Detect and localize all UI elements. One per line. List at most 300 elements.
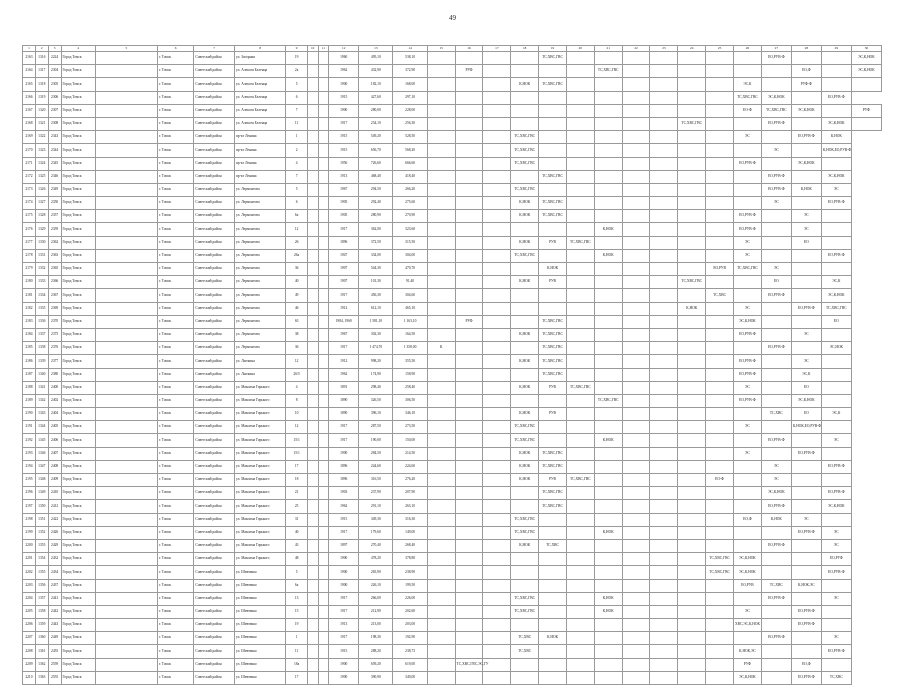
table-cell [483, 592, 511, 605]
table-cell [791, 434, 821, 447]
table-cell: 1334 [35, 289, 48, 302]
table-cell [706, 104, 734, 117]
table-cell: ул. Лермонтова [235, 236, 286, 249]
table-cell: ЕО,РУВ-Ф [761, 592, 791, 605]
table-cell [650, 447, 678, 460]
table-cell: 2409 [48, 474, 61, 487]
table-cell: Советский район [194, 302, 235, 315]
table-cell: Советский район [194, 315, 235, 328]
table-cell [427, 170, 455, 183]
table-cell: ЭС,К [821, 276, 851, 289]
column-number: 23 [650, 46, 678, 52]
table-cell: ЕО,РУВ-Ф [821, 460, 851, 473]
table-cell: ХВС,ЭС,К,НОК [734, 619, 762, 632]
table-cell [706, 579, 734, 592]
table-cell: 228,00 [393, 104, 427, 117]
table-cell: ЕО,РУВ-Ф [821, 249, 851, 262]
table-cell: 468,40 [359, 170, 393, 183]
table-cell [307, 263, 318, 276]
table-cell [539, 553, 567, 566]
table-cell: 1335 [35, 302, 48, 315]
table-cell: 202,60 [393, 605, 427, 618]
table-cell: ул. Шевченко [235, 645, 286, 658]
table-cell [566, 408, 594, 421]
table-cell: 1336 [35, 315, 48, 328]
table-cell: К,НОК [511, 474, 539, 487]
table-cell: К,НОК [511, 276, 539, 289]
table-cell: 2449 [48, 632, 61, 645]
table-row [23, 223, 882, 236]
table-cell: ЕО,РУВ-Ф [734, 223, 762, 236]
table-cell [594, 658, 622, 671]
table-cell [622, 553, 650, 566]
table-cell: 2304 [48, 65, 61, 78]
table-cell: 1900 [329, 447, 359, 460]
table-cell [483, 513, 511, 526]
table-cell: Город Томск [61, 553, 95, 566]
table-cell [706, 355, 734, 368]
table-cell [318, 183, 329, 196]
table-cell: 2167 [23, 104, 36, 117]
table-cell: 1316 [35, 52, 48, 65]
table-cell: 2185 [23, 342, 36, 355]
table-cell [455, 276, 483, 289]
table-row [23, 500, 882, 513]
table-cell [706, 592, 734, 605]
table-cell [427, 605, 455, 618]
table-cell [734, 289, 762, 302]
table-cell: ЕО,РУВ-Ф [761, 117, 791, 130]
table-cell [318, 434, 329, 447]
table-cell [650, 131, 678, 144]
table-cell [650, 408, 678, 421]
table-cell: Советский район [194, 368, 235, 381]
table-cell [483, 236, 511, 249]
table-cell [622, 566, 650, 579]
table-cell [455, 447, 483, 460]
table-cell [791, 645, 821, 658]
table-cell [427, 78, 455, 91]
table-cell [851, 117, 881, 130]
table-cell [483, 355, 511, 368]
column-number: 6 [157, 46, 193, 52]
table-cell: 2187 [23, 368, 36, 381]
table-cell: ул. Максима Горького [235, 539, 286, 552]
table-cell: г. Томск [157, 566, 193, 579]
table-cell [650, 52, 678, 65]
table-row [23, 131, 882, 144]
table-cell: 378,80 [393, 553, 427, 566]
table-cell: Советский район [194, 342, 235, 355]
table-cell: 478,20 [359, 553, 393, 566]
table-cell [706, 223, 734, 236]
table-cell: 4 [286, 381, 307, 394]
table-cell [650, 619, 678, 632]
table-cell [307, 579, 318, 592]
table-cell [483, 328, 511, 341]
table-cell [566, 91, 594, 104]
table-cell [678, 553, 706, 566]
table-cell: г. Томск [157, 632, 193, 645]
table-cell [318, 408, 329, 421]
table-cell [706, 236, 734, 249]
table-cell: Советский район [194, 197, 235, 210]
table-cell [318, 658, 329, 671]
table-cell: 1 358,00 [393, 342, 427, 355]
table-cell [307, 474, 318, 487]
table-cell: Город Томск [61, 78, 95, 91]
table-cell [566, 605, 594, 618]
table-cell: 1896 [329, 236, 359, 249]
table-cell [622, 421, 650, 434]
table-cell: 2380 [48, 368, 61, 381]
table-cell: 179,60 [359, 526, 393, 539]
table-cell: ТС,ХВС,ГВС [539, 170, 567, 183]
table-cell [307, 671, 318, 684]
table-cell: ул. Шевченко [235, 592, 286, 605]
table-cell [95, 658, 157, 671]
table-cell [427, 632, 455, 645]
table-cell [539, 104, 567, 117]
table-cell: Город Томск [61, 52, 95, 65]
column-number: 16 [455, 46, 483, 52]
table-cell: 1319 [35, 91, 48, 104]
table-cell [307, 131, 318, 144]
table-cell: 2349 [48, 183, 61, 196]
table-cell: Советский район [194, 605, 235, 618]
table-cell: ТС,ХВС,ГВС [706, 553, 734, 566]
table-cell: Советский район [194, 263, 235, 276]
column-number: 19 [539, 46, 567, 52]
table-cell [594, 52, 622, 65]
table-row [23, 619, 882, 632]
table-cell [307, 52, 318, 65]
table-cell [483, 210, 511, 223]
column-number: 1 [23, 46, 36, 52]
table-cell [650, 474, 678, 487]
table-cell [622, 592, 650, 605]
table-cell: ул. Максима Горького [235, 381, 286, 394]
table-cell: 306,50 [393, 394, 427, 407]
table-cell: 2442 [48, 605, 61, 618]
table-cell [511, 315, 539, 328]
table-cell [791, 632, 821, 645]
table-cell [761, 381, 791, 394]
table-row [23, 592, 882, 605]
table-cell: ул. Максима Горького [235, 487, 286, 500]
table-cell [318, 579, 329, 592]
table-cell [791, 566, 821, 579]
table-row [23, 447, 882, 460]
table-cell [821, 157, 851, 170]
table-cell [622, 289, 650, 302]
table-cell: РУФ [734, 658, 762, 671]
table-cell [455, 52, 483, 65]
table-cell [706, 394, 734, 407]
table-cell: 2184 [23, 328, 36, 341]
table-cell: Советский район [194, 381, 235, 394]
table-cell: 362,00 [359, 223, 393, 236]
table-cell [307, 249, 318, 262]
table-cell: 1359 [35, 619, 48, 632]
table-cell [678, 315, 706, 328]
table-cell: 390,90 [359, 671, 393, 684]
table-cell: ЕО,РУВ-Ф [761, 434, 791, 447]
table-cell: 149,00 [393, 526, 427, 539]
table-cell: 2307 [48, 104, 61, 117]
table-cell [318, 460, 329, 473]
table-cell [511, 579, 539, 592]
table-cell: 26/5 [286, 368, 307, 381]
table-cell: ЭС,К,НОК [734, 315, 762, 328]
table-cell [539, 645, 567, 658]
table-cell [307, 236, 318, 249]
table-cell: 2350 [48, 197, 61, 210]
table-cell: 190,00 [359, 434, 393, 447]
table-cell: РУВ [539, 381, 567, 394]
table-cell [706, 210, 734, 223]
table-cell [678, 526, 706, 539]
table-cell [95, 579, 157, 592]
table-cell [650, 144, 678, 157]
table-row [23, 460, 882, 473]
table-cell: К,НОК [791, 183, 821, 196]
table-cell [427, 223, 455, 236]
table-cell: Город Томск [61, 302, 95, 315]
table-cell [566, 579, 594, 592]
table-cell [650, 539, 678, 552]
table-cell: Город Томск [61, 117, 95, 130]
table-cell [678, 539, 706, 552]
table-cell: 263,10 [393, 500, 427, 513]
table-cell: 2305 [48, 78, 61, 91]
table-cell: К,НОК [511, 381, 539, 394]
table-cell [307, 592, 318, 605]
table-cell [483, 632, 511, 645]
table-cell [594, 539, 622, 552]
table-cell [650, 342, 678, 355]
table-cell: 2377 [48, 355, 61, 368]
table-cell: 207,90 [393, 487, 427, 500]
table-cell: г. Томск [157, 315, 193, 328]
table-row [23, 539, 882, 552]
table-cell [455, 632, 483, 645]
table-cell: 1912 [329, 355, 359, 368]
table-cell [483, 157, 511, 170]
table-cell [427, 434, 455, 447]
table-cell: 1362 [35, 658, 48, 671]
table-cell: ЕО-Ф [734, 104, 762, 117]
table-cell [95, 447, 157, 460]
table-cell [622, 408, 650, 421]
table-cell: 213,00 [359, 619, 393, 632]
table-cell: 2 [286, 144, 307, 157]
table-cell [318, 328, 329, 341]
table-cell [483, 276, 511, 289]
table-cell [650, 65, 678, 78]
table-cell: г. Томск [157, 592, 193, 605]
table-cell [622, 658, 650, 671]
table-cell [594, 381, 622, 394]
table-cell: 1917 [329, 592, 359, 605]
table-cell: Город Томск [61, 671, 95, 684]
table-cell: Советский район [194, 619, 235, 632]
table-cell [594, 500, 622, 513]
table-cell [95, 210, 157, 223]
table-cell: ЕО,РУВ-Ф [734, 394, 762, 407]
table-cell: ул. Лермонтова [235, 328, 286, 341]
table-cell: ТС,ХВС,ГВС [706, 566, 734, 579]
table-cell: ул. Максима Горького [235, 500, 286, 513]
table-cell: 2170 [23, 144, 36, 157]
table-cell: К [427, 342, 455, 355]
table-cell [318, 513, 329, 526]
table-cell: г. Томск [157, 381, 193, 394]
table-cell: ЕО [791, 236, 821, 249]
table-cell: К,НОК,ЭС [734, 645, 762, 658]
table-cell [678, 210, 706, 223]
table-cell [650, 460, 678, 473]
table-cell [821, 474, 851, 487]
table-cell: 355,50 [393, 355, 427, 368]
table-cell: 38 [286, 328, 307, 341]
table-cell: г. Томск [157, 131, 193, 144]
table-cell: ул. Шевченко [235, 671, 286, 684]
table-cell [455, 131, 483, 144]
table-cell [761, 447, 791, 460]
table-cell: ул. Шевченко [235, 566, 286, 579]
table-cell [307, 117, 318, 130]
table-cell: ЕО,Ф [791, 658, 821, 671]
table-cell: 2370 [48, 315, 61, 328]
table-row [23, 170, 882, 183]
table-cell [427, 65, 455, 78]
table-cell: 432,90 [359, 65, 393, 78]
table-cell: ул. Шевченко [235, 605, 286, 618]
table-cell [761, 553, 791, 566]
table-cell [95, 263, 157, 276]
table-cell [539, 526, 567, 539]
table-cell: Советский район [194, 249, 235, 262]
table-cell: г. Томск [157, 434, 193, 447]
table-cell [650, 117, 678, 130]
table-cell: 280,00 [359, 104, 393, 117]
table-cell: ЕО,РУВ-Ф [761, 52, 791, 65]
table-cell [622, 183, 650, 196]
table-cell: ул. Лермонтова [235, 302, 286, 315]
register-table [22, 45, 882, 685]
table-cell: ул. Максима Горького [235, 447, 286, 460]
table-cell [455, 170, 483, 183]
table-cell: 1962 [329, 368, 359, 381]
table-cell: 2198 [23, 513, 36, 526]
table-cell: ЕО,РУВ-Ф [734, 328, 762, 341]
table-cell [734, 474, 762, 487]
table-cell: г. Томск [157, 52, 193, 65]
table-cell: 1900 [329, 104, 359, 117]
table-cell: 1967 [329, 183, 359, 196]
table-cell [706, 539, 734, 552]
table-cell [318, 394, 329, 407]
table-cell: ул. Шевченко [235, 579, 286, 592]
table-cell [95, 500, 157, 513]
table-cell [483, 553, 511, 566]
table-cell [706, 144, 734, 157]
table-cell [455, 183, 483, 196]
table-cell [566, 592, 594, 605]
table-cell [761, 421, 791, 434]
table-cell [678, 487, 706, 500]
table-cell: ул. Максима Горького [235, 434, 286, 447]
table-cell: Город Томск [61, 447, 95, 460]
table-cell [761, 78, 791, 91]
table-cell [650, 579, 678, 592]
table-cell: ТС,ХВС,ГВС [511, 421, 539, 434]
table-cell [455, 605, 483, 618]
table-cell: 266,00 [359, 592, 393, 605]
table-cell: 234,10 [359, 117, 393, 130]
table-cell: 36 [286, 263, 307, 276]
table-cell: ТС,ХВС [706, 289, 734, 302]
table-cell: ЕО,РУВ-Ф [734, 157, 762, 170]
table-cell [594, 460, 622, 473]
table-cell: г. Томск [157, 460, 193, 473]
table-cell: 2188 [23, 381, 36, 394]
table-cell: 2194 [23, 460, 36, 473]
table-cell [566, 368, 594, 381]
table-cell: ЕО,РУВ-Ф [761, 170, 791, 183]
table-cell [95, 117, 157, 130]
column-number: 4 [61, 46, 95, 52]
table-cell [791, 263, 821, 276]
table-cell: Город Томск [61, 289, 95, 302]
table-cell [427, 513, 455, 526]
table-cell: 19 [286, 619, 307, 632]
column-number: 25 [706, 46, 734, 52]
table-cell: ТС,ХВС,ГВС [594, 394, 622, 407]
table-cell: Город Томск [61, 632, 95, 645]
table-cell [95, 421, 157, 434]
table-cell: г. Томск [157, 328, 193, 341]
table-cell [678, 460, 706, 473]
table-cell [427, 104, 455, 117]
table-cell [706, 183, 734, 196]
table-row [23, 302, 882, 315]
table-cell: 470,70 [393, 263, 427, 276]
table-row [23, 632, 882, 645]
table-row [23, 144, 882, 157]
table-cell [791, 500, 821, 513]
table-cell: 1890 [329, 394, 359, 407]
table-cell [821, 78, 851, 91]
table-cell [483, 289, 511, 302]
table-cell: 2190 [23, 408, 36, 421]
table-cell [427, 263, 455, 276]
table-cell [483, 197, 511, 210]
table-cell [539, 566, 567, 579]
table-cell: ЭС [791, 355, 821, 368]
table-cell: ул. Алексея Беленца [235, 104, 286, 117]
table-cell: 2171 [23, 157, 36, 170]
table-cell [761, 645, 791, 658]
table-cell: 48 [286, 553, 307, 566]
table-cell: ЕО,РУВ-Ф [791, 605, 821, 618]
table-cell: 2429 [48, 539, 61, 552]
table-cell [539, 671, 567, 684]
table-cell [483, 447, 511, 460]
table-cell: ЭС [734, 605, 762, 618]
table-cell: 1343 [35, 408, 48, 421]
